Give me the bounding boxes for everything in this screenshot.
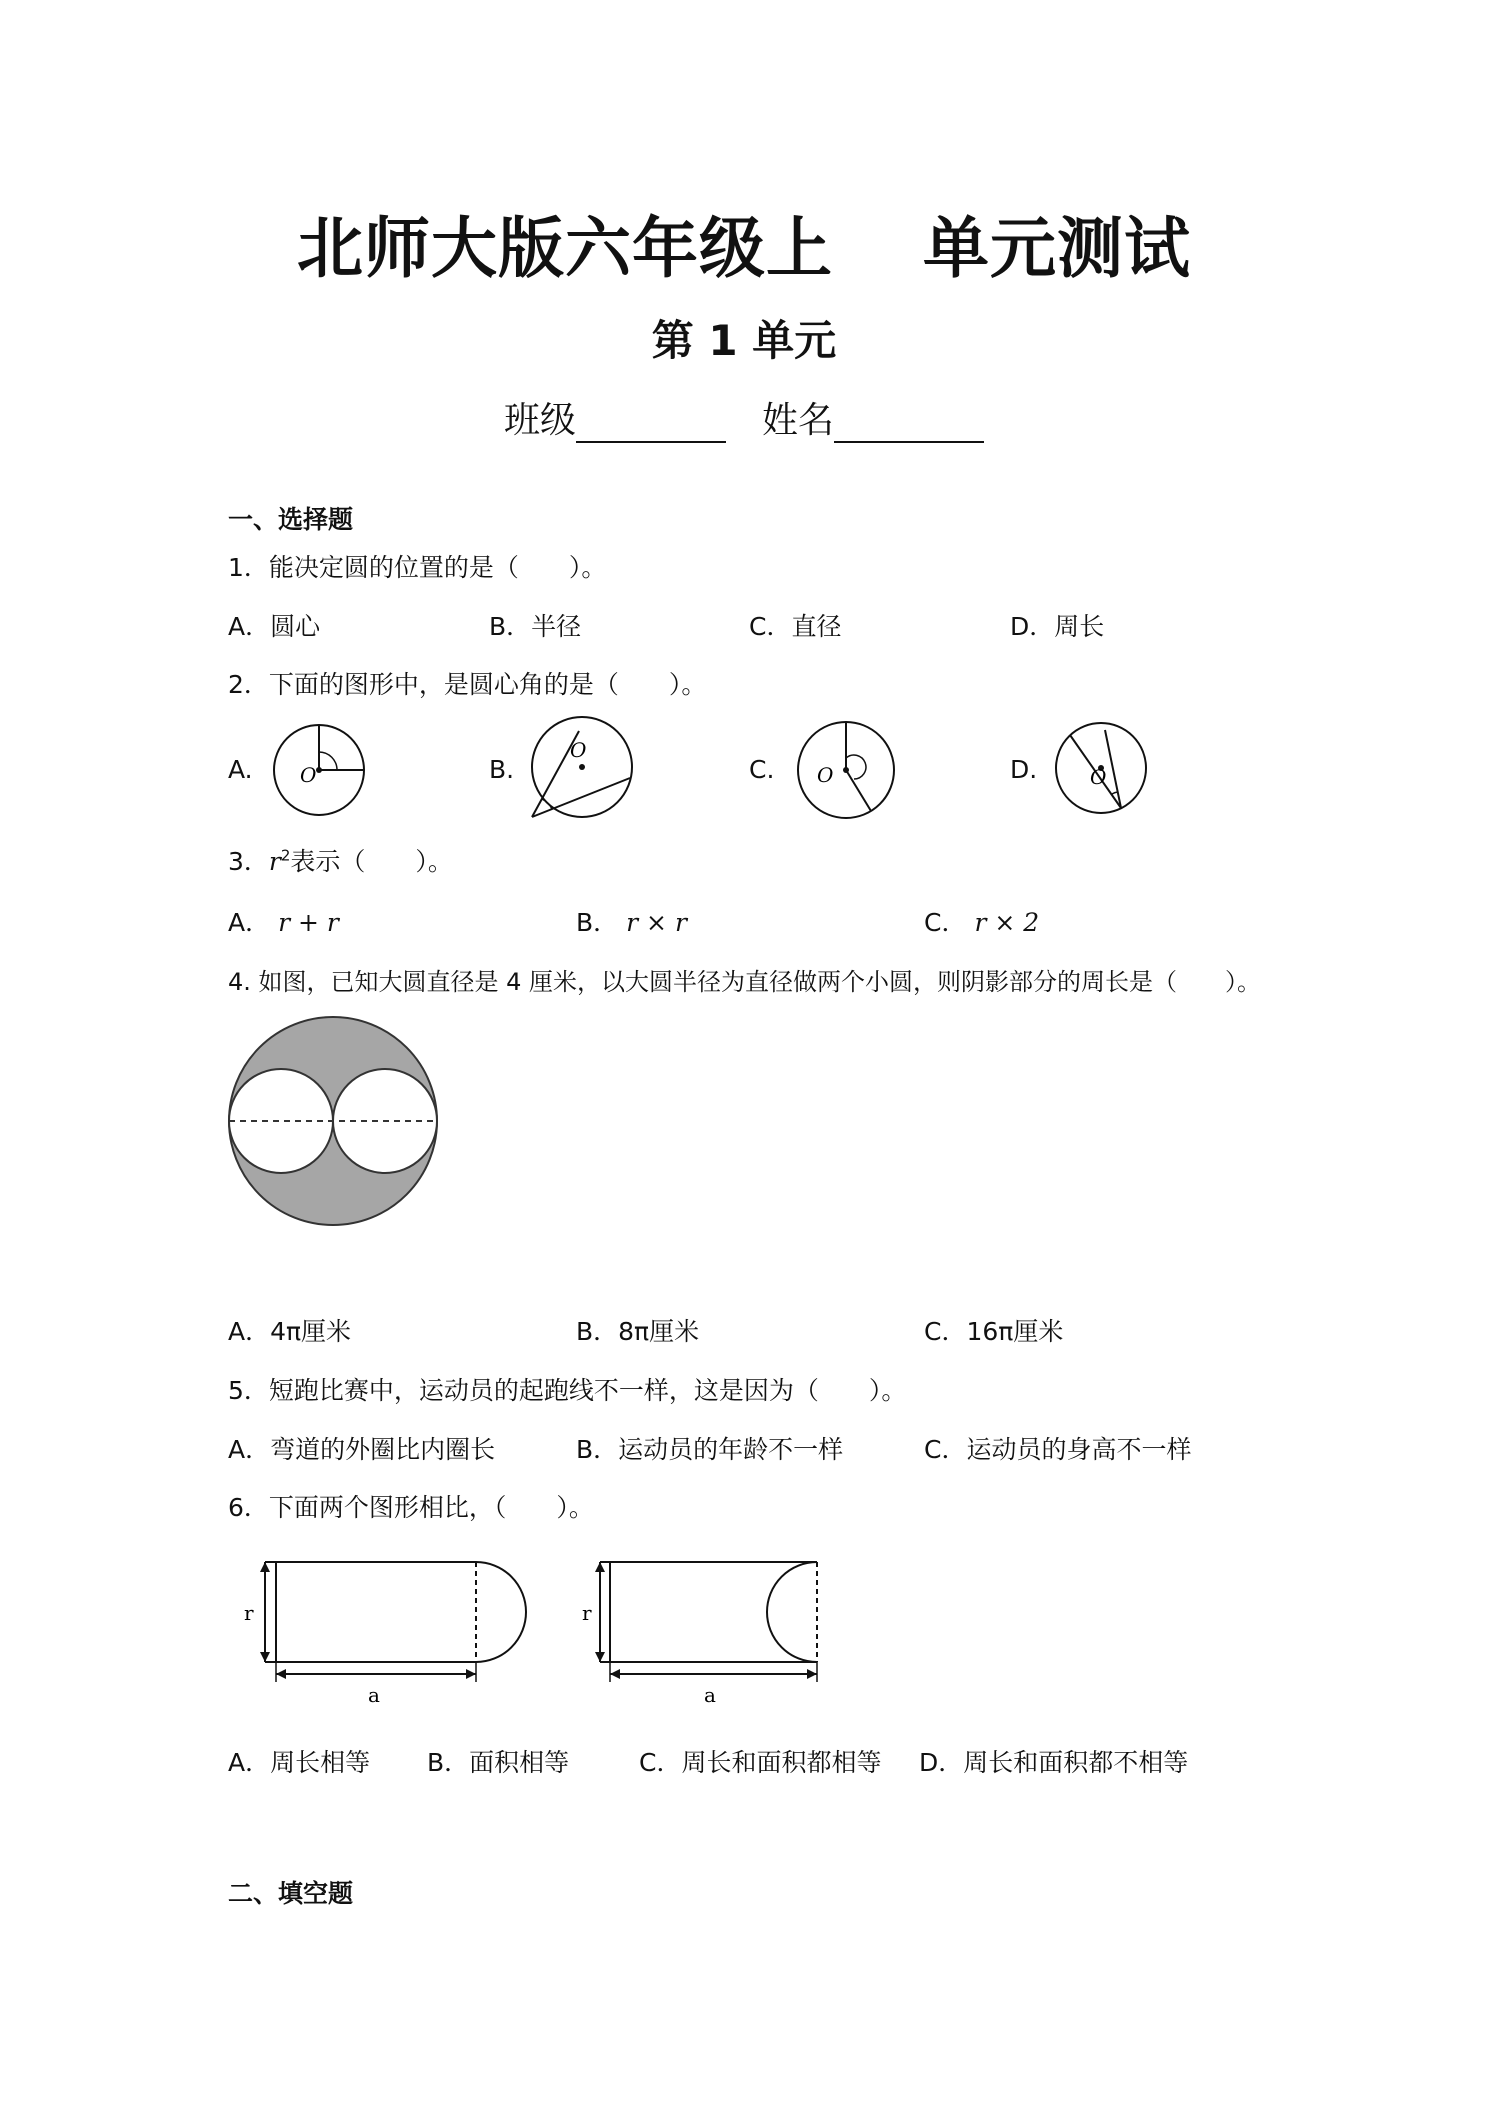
q2-figure-c — [797, 718, 897, 818]
q2-figure-d — [1055, 722, 1155, 822]
q6-option-c[interactable]: C．周长和面积都相等 — [639, 1748, 882, 1777]
q6-left-label-r: r — [244, 1601, 254, 1625]
name-blank[interactable] — [834, 403, 984, 443]
title-right: 单元测试 — [923, 210, 1191, 287]
q2-stem: 2．下面的图形中，是圆心角的是（ ）。 — [228, 670, 707, 699]
q2-option-b[interactable]: B. — [489, 755, 515, 784]
q3-c-label: C． — [924, 908, 967, 937]
q2-figure-a — [270, 718, 370, 818]
q2-a-center-label: O — [300, 763, 317, 787]
q5-stem: 5．短跑比赛中，运动员的起跑线不一样，这是因为（ ）。 — [228, 1376, 907, 1405]
q6-option-a[interactable]: A．周长相等 — [228, 1748, 371, 1777]
q6-figure-left — [238, 1552, 528, 1707]
q6-left-label-a: a — [368, 1683, 380, 1707]
q3-number: 3． — [228, 847, 269, 876]
q2-option-d[interactable]: D. — [1010, 755, 1038, 784]
q5-option-a[interactable]: A．弯道的外圈比内圈长 — [228, 1435, 496, 1464]
q3-stem-rest: 表示（ ）。 — [290, 847, 453, 876]
q1-option-c[interactable]: C．直径 — [749, 612, 842, 641]
q4-option-a[interactable]: A．4π厘米 — [228, 1317, 352, 1346]
q2-figure-b — [530, 715, 640, 825]
q4-figure — [228, 1016, 440, 1228]
class-blank[interactable] — [576, 403, 726, 443]
q6-right-label-r: r — [582, 1601, 592, 1625]
section-fill-title: 二、填空题 — [228, 1879, 354, 1908]
q6-stem: 6．下面两个图形相比，（ ）。 — [228, 1493, 594, 1522]
q6-right-label-a: a — [704, 1683, 716, 1707]
q2-c-center-label: O — [817, 763, 834, 787]
q3-math-r: r — [268, 847, 281, 876]
q1-option-a[interactable]: A．圆心 — [228, 612, 321, 641]
q3-a-math: r + r — [278, 908, 339, 937]
q3-b-label: B． — [576, 908, 619, 937]
q2-b-center-label: O — [570, 738, 587, 762]
q3-option-c[interactable] — [924, 903, 1039, 939]
q2-option-a[interactable]: A. — [228, 755, 253, 784]
q5-option-b[interactable]: B．运动员的年龄不一样 — [576, 1435, 844, 1464]
title-left: 北师大版六年级上 — [297, 210, 833, 287]
q2-option-c[interactable]: C. — [749, 755, 775, 784]
q5-option-c[interactable]: C．运动员的身高不一样 — [924, 1435, 1192, 1464]
q4-stem: 4. 如图，已知大圆直径是 4 厘米，以大圆半径为直径做两个小圆，则阴影部分的周长是（ ）。 — [228, 968, 1262, 996]
q6-option-d[interactable]: D．周长和面积都不相等 — [919, 1748, 1189, 1777]
q3-option-b[interactable] — [576, 903, 687, 939]
q3-stem — [228, 842, 453, 878]
q4-option-b[interactable]: B．8π厘米 — [576, 1317, 700, 1346]
q3-c-math: r × 2 — [974, 908, 1040, 937]
q6-figure-right — [582, 1552, 842, 1707]
q3-b-math: r × r — [626, 908, 687, 937]
unit-subtitle: 第 1 单元 — [651, 316, 837, 365]
q3-a-label: A． — [228, 908, 271, 937]
name-label: 姓名 — [762, 400, 835, 441]
class-name-line — [0, 392, 1488, 443]
section-choice-title: 一、选择题 — [228, 505, 354, 534]
q2-d-center-label: O — [1090, 765, 1107, 789]
q3-math-sup: 2 — [280, 846, 291, 865]
q4-option-c[interactable]: C．16π厘米 — [924, 1317, 1064, 1346]
page-title — [0, 195, 1488, 290]
q3-option-a[interactable] — [228, 903, 339, 939]
q1-option-d[interactable]: D．周长 — [1010, 612, 1105, 641]
q1-stem: 1．能决定圆的位置的是（ ）。 — [228, 553, 607, 582]
q6-option-b[interactable]: B．面积相等 — [427, 1748, 570, 1777]
q1-option-b[interactable]: B．半径 — [489, 612, 582, 641]
class-label: 班级 — [503, 400, 576, 441]
